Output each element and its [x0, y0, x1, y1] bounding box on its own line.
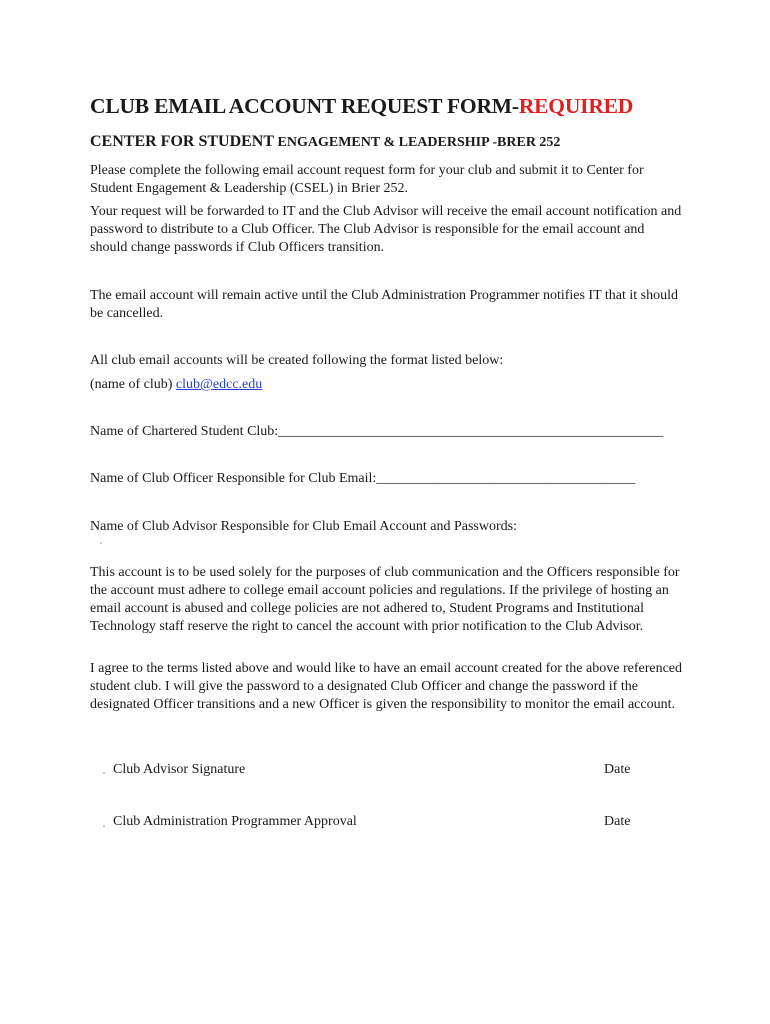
email-format	[90, 376, 682, 394]
programmer-approval-date[interactable]: Date	[604, 814, 631, 829]
form-title-required: REQUIRED	[518, 94, 634, 118]
email-format-prefix: (name of club)	[90, 377, 176, 392]
form-title	[90, 94, 633, 119]
intro-paragraph-2: Your request will be forwarded to IT and the Club Advisor will receive the email account notification and password to distribute to a Club Officer. The Club Advisor is responsible for the email account and should change passwords if Club Officers transition.	[90, 204, 682, 255]
intro-paragraph-1: Please complete the following email account request form for your club and submit it to Center for Student Engagement & Leadership (CSEL) in Brier 252.	[90, 163, 644, 196]
programmer-approval-marker	[103, 825, 105, 827]
format-instruction: All club email accounts will be created following the format listed below:	[90, 353, 504, 368]
advisor-signature-marker	[103, 772, 105, 774]
form-title-main: CLUB EMAIL ACCOUNT REQUEST FORM-	[90, 94, 519, 118]
advisor-signature-label[interactable]: Club Advisor Signature	[113, 762, 246, 777]
officer-name-field[interactable]: Name of Club Officer Responsible for Club Email:_____________________________________	[90, 471, 636, 486]
programmer-approval-label[interactable]: Club Administration Programmer Approval	[113, 814, 357, 829]
subtitle-center: CENTER FOR STUDENT	[90, 133, 275, 150]
advisor-signature-date[interactable]: Date	[604, 762, 631, 777]
advisor-field-marker	[100, 542, 102, 544]
club-email-link[interactable]: club@edcc.edu	[175, 377, 263, 392]
club-name-field[interactable]: Name of Chartered Student Club:_______________________________________________________	[90, 424, 664, 439]
advisor-name-field[interactable]: Name of Club Advisor Responsible for Club Email Account and Passwords:	[90, 519, 517, 534]
terms-paragraph-2: I agree to the terms listed above and would like to have an email account created for the above referenced student club. I will give the password to a designated Club Officer and change the password if the designated Officer transitions and a new Officer is given the responsibility to monitor the email account.	[90, 661, 683, 712]
intro-paragraph-3: The email account will remain active until the Club Administration Programmer notifies IT that it should be cancelled.	[90, 288, 679, 321]
form-subtitle	[90, 133, 560, 151]
terms-paragraph-1: This account is to be used solely for the purposes of club communication and the Officers responsible for the account must adhere to college email account policies and regulations. If the privilege of hosting an email account is abused and college policies are not adhered to, Student Programs and Institutional Technology staff reserve the right to cancel the account with prior notification to the Club Advisor.	[90, 565, 680, 634]
subtitle-engagement: ENGAGEMENT & LEADERSHIP -BRER 252	[274, 135, 561, 150]
